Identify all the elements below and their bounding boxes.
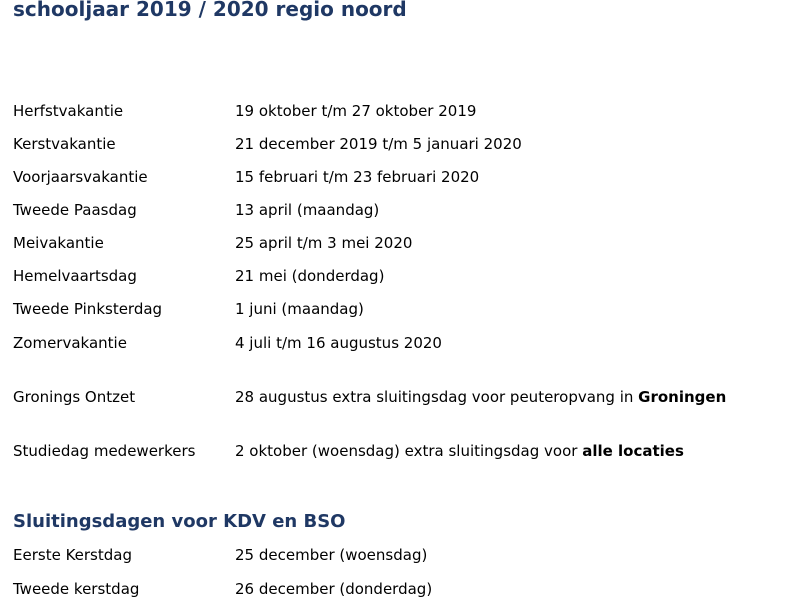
holiday-row-zomervakantie — [13, 332, 793, 354]
holiday-date: 4 juli t/m 16 augustus 2020 — [235, 334, 442, 352]
closing-row-tweede-kerstdag — [13, 578, 793, 600]
holiday-date: 19 oktober t/m 27 oktober 2019 — [235, 102, 477, 120]
extra-row-gronings-ontzet — [13, 386, 793, 408]
holiday-row-herfstvakantie — [13, 100, 793, 122]
closing-row-eerste-kerstdag — [13, 544, 793, 566]
holiday-label: Tweede Pinksterdag — [13, 300, 163, 318]
closing-date: 25 december (woensdag) — [235, 546, 428, 564]
holiday-label: Herfstvakantie — [13, 102, 124, 120]
holiday-row-tweede-paasdag — [13, 199, 793, 221]
extra-date-emphasis: alle locaties — [582, 442, 684, 460]
extra-date-text: 2 oktober (woensdag) extra sluitingsdag voor — [235, 442, 583, 460]
holiday-date: 13 april (maandag) — [235, 201, 380, 219]
page-title: schooljaar 2019 / 2020 regio noord — [13, 0, 407, 21]
holiday-row-tweede-pinksterdag — [13, 298, 793, 320]
holiday-date: 21 mei (donderdag) — [235, 267, 385, 285]
holiday-label: Tweede Paasdag — [13, 201, 137, 219]
extra-row-studiedag-medewerkers — [13, 440, 793, 462]
closing-date: 26 december (donderdag) — [235, 580, 433, 598]
closing-label: Tweede kerstdag — [13, 580, 140, 598]
section-title-closing-days: Sluitingsdagen voor KDV en BSO — [13, 511, 346, 532]
extra-date — [235, 386, 726, 408]
holiday-date: 1 juni (maandag) — [235, 300, 364, 318]
holiday-row-voorjaarsvakantie — [13, 166, 793, 188]
holiday-row-kerstvakantie — [13, 133, 793, 155]
closing-label: Eerste Kerstdag — [13, 546, 132, 564]
extra-date-text: 28 augustus extra sluitingsdag voor peuteropvang in — [235, 388, 639, 406]
holiday-date: 25 april t/m 3 mei 2020 — [235, 234, 413, 252]
holiday-row-meivakantie — [13, 232, 793, 254]
holiday-label: Kerstvakantie — [13, 135, 116, 153]
extra-date-emphasis: Groningen — [638, 388, 727, 406]
holiday-date: 21 december 2019 t/m 5 januari 2020 — [235, 135, 522, 153]
extra-date — [235, 440, 684, 462]
holiday-row-hemelvaartsdag — [13, 265, 793, 287]
holiday-label: Meivakantie — [13, 234, 104, 252]
holiday-label: Voorjaarsvakantie — [13, 168, 148, 186]
holiday-date: 15 februari t/m 23 februari 2020 — [235, 168, 480, 186]
extra-label: Gronings Ontzet — [13, 388, 136, 406]
extra-label: Studiedag medewerkers — [13, 442, 196, 460]
holiday-label: Hemelvaartsdag — [13, 267, 137, 285]
holiday-label: Zomervakantie — [13, 334, 127, 352]
